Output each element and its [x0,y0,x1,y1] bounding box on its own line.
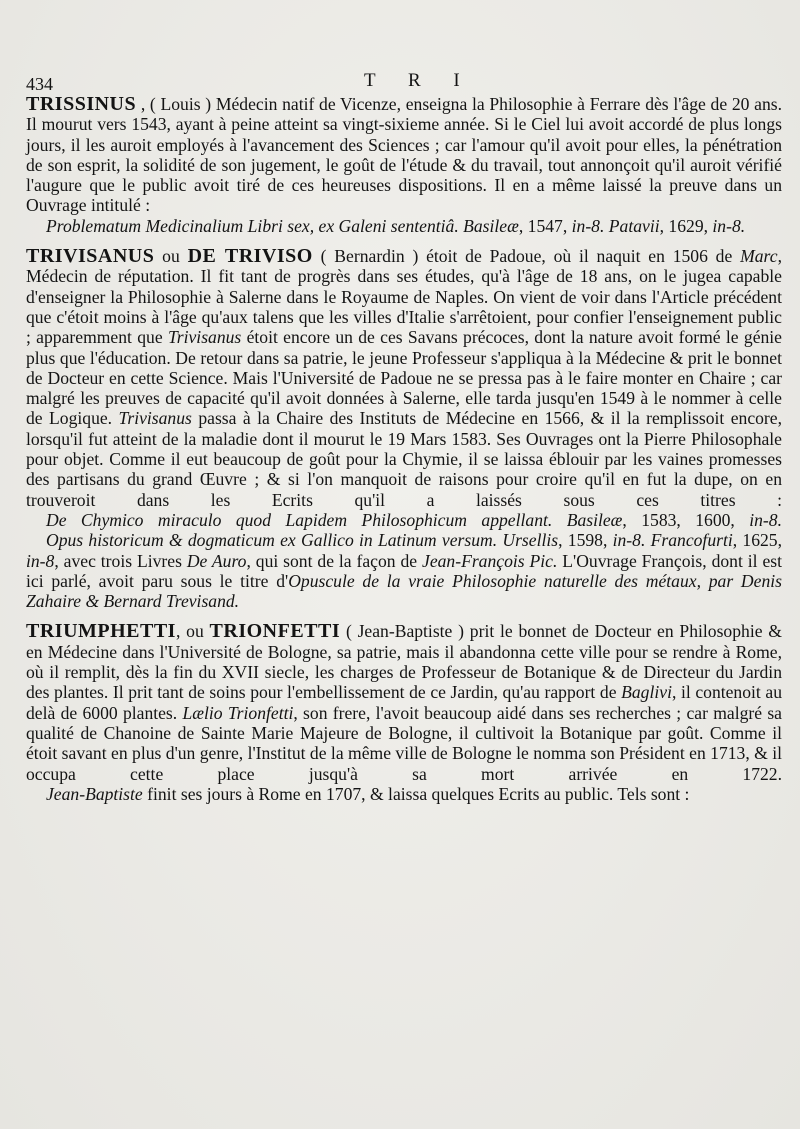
headword: TRIUMPHETTI [26,620,176,643]
entry-text: , avec trois Livres [54,550,182,571]
work-title: De Chymico miraculo quod Lapidem Philosophicum appellant. [46,509,553,530]
headword: TRIVISANUS [26,245,155,268]
person-name: Jean-Baptiste [46,783,143,804]
header-title: T R I [364,70,474,91]
entry-text: étoit encore un de ces Savans précoces, dont la nature avoit formé le génie plus que l'éducation. De retour dans sa patrie, le jeune Professeur s'appliqua à la Médecine & prit le bonnet de Docteur en cette Science. Mais l'Université de Padoue ne se pressa pas à le faire monter en Chaire ; car malgré les preuves de capacité qu'il avoit données à Salerne, elle tarda jusqu'en 1549 à le nommer à celle de Logique. [26,327,782,429]
work-format: in-8. [612,530,646,551]
work-title: De Auro [186,550,247,571]
person-name: Baglivi [621,682,672,703]
entry-text: passa à la Chaire des Instituts de Médecine en 1566, & il la remplissoit encore, lorsqu'il fut atteint de la maladie dont il mourut le 19 Mars 1583. Ses Ouvrages ont la Pierre Philosophale pour objet. Comme il eut beaucoup de goût pour la Chymie, il se laissa éblouir par les vaines promesses des partisans du grand Œuvre ; & si l'on manquoit de raisons pour croire qu'il en fut la dupe, on en trouveroit dans les Ecrits qu'il a laissés sous ces titres : [26,408,783,510]
entry-text: L'Ouvrage François, dont il est ici parlé, avoit paru sous le titre d' [26,550,782,591]
entry-text: ( Bernardin ) étoit de Padoue, où il naquit en 1506 de [320,246,733,267]
entry-body [26,246,782,510]
entry-text: finit ses jours à Rome en 1707, & laissa quelques Ecrits au public. Tels sont : [147,783,690,804]
headword-joiner: , ou [175,621,204,642]
entry-body [26,621,782,783]
work-place: Patavii [608,215,660,236]
work-format: in-8. [571,215,605,236]
work-citation [26,510,782,530]
entry-text: , ( Louis ) Médecin natif de Vicenze, enseigna la Philosophie à Ferrare dès l'âge de 20 ans. Il mourut vers 1543, ayant à peine atteint sa vingt-sixieme année. Si le Ciel lui avoit accordé de plus longs jours, il les auroit employés à l'avancement des Sciences ; car l'amour qu'il avoit pour elles, la pénétration de son esprit, la solidité de son jugement, le goût de l'étude & du travail, tout annonçoit qu'il auroit vérifié l'augure que le public avoit tiré de ces heureuses dispositions. Il en a même laissé la preuve dans un Ouvrage intitulé : [26,94,782,216]
running-head [26,64,782,94]
work-date: , 1583, 1600, [622,509,750,530]
work-format: in-8. [749,509,782,530]
person-name: Marc [740,246,778,267]
work-format: in-8. [712,215,746,236]
entry-trissinus [26,94,782,236]
person-name: Trivisanus [118,408,192,429]
work-title: Opuscule de la vraie Philosophie naturelle des métaux, par Denis Zahaire & Bernard Trevisand. [26,570,782,612]
work-date: , 1629, [659,215,713,236]
entry-text: , Médecin de réputation. Il fit tant de progrès dans ses études, qu'à l'âge de 18 ans, on le jugea capable d'enseigner la Philosophie à Salerne dans le Royaume de Naples. On vient de voir dans l'Article précédent que c'étoit moins à l'âge qu'aux talens que les villes d'Italie s'arrêtoient, pour confier l'enseignement public ; apparemment que [26,246,782,348]
person-name: Trivisanus [167,327,242,348]
entry-triumphetti [26,621,782,804]
work-date: , 1547, [518,215,572,236]
entry-body [26,784,782,804]
work-title: Problematum Medicinalium Libri sex, ex Galeni sententiâ. [46,215,459,236]
headword-alt: DE TRIVISO [187,245,313,268]
person-name: Jean-François Pic. [422,550,558,571]
entry-trivisanus [26,246,782,611]
work-place: Basileæ [566,509,623,530]
work-place: Francofurti [650,530,733,551]
work-place: Ursellis [502,530,559,551]
headword-alt: TRIONFETTI [209,620,341,643]
work-date: , 1625, [732,530,782,551]
work-date: , 1598, [558,530,613,551]
work-place: Basileæ [463,215,519,236]
work-title: Opus historicum & dogmaticum ex Gallico in Latinum versum. [46,530,498,551]
work-format: in-8 [26,550,55,571]
work-citation [26,216,782,236]
headword-joiner: ou [162,246,180,267]
work-citation [26,530,782,611]
entry-text: , son frere, l'avoit beaucoup aidé dans ses recherches ; car malgré sa qualité de Chanoine de Sainte Marie Majeure de Bologne, il cultivoit la Botanique par goût. Comme il étoit savant en plus d'un genre, l'Institut de la même ville de Bologne le nomma son Président en 1713, & il occupa cette place jusqu'à sa mort arrivée en 1722. [26,702,782,784]
entry-text: , il contenoit au delà de 6000 plantes. [26,682,783,723]
person-name: Lælio Trionfetti [182,702,294,723]
entry-body [26,94,782,216]
page-number: 434 [26,74,53,94]
entry-text: ( Jean-Baptiste ) prit le bonnet de Docteur en Philosophie & en Médecine dans l'Université de Bologne, sa patrie, mais il abandonna cette ville pour se rendre à Rome, où il remplit, dès la fin du XVII siecle, les charges de Professeur de Botanique & de Directeur du Jardin des plantes. Il prit tant de soins pour l'embellissement de ce Jardin, qu'au rapport de [26,621,782,703]
entry-text: , qui sont de la façon de [246,550,418,571]
headword: TRISSINUS [26,93,137,115]
